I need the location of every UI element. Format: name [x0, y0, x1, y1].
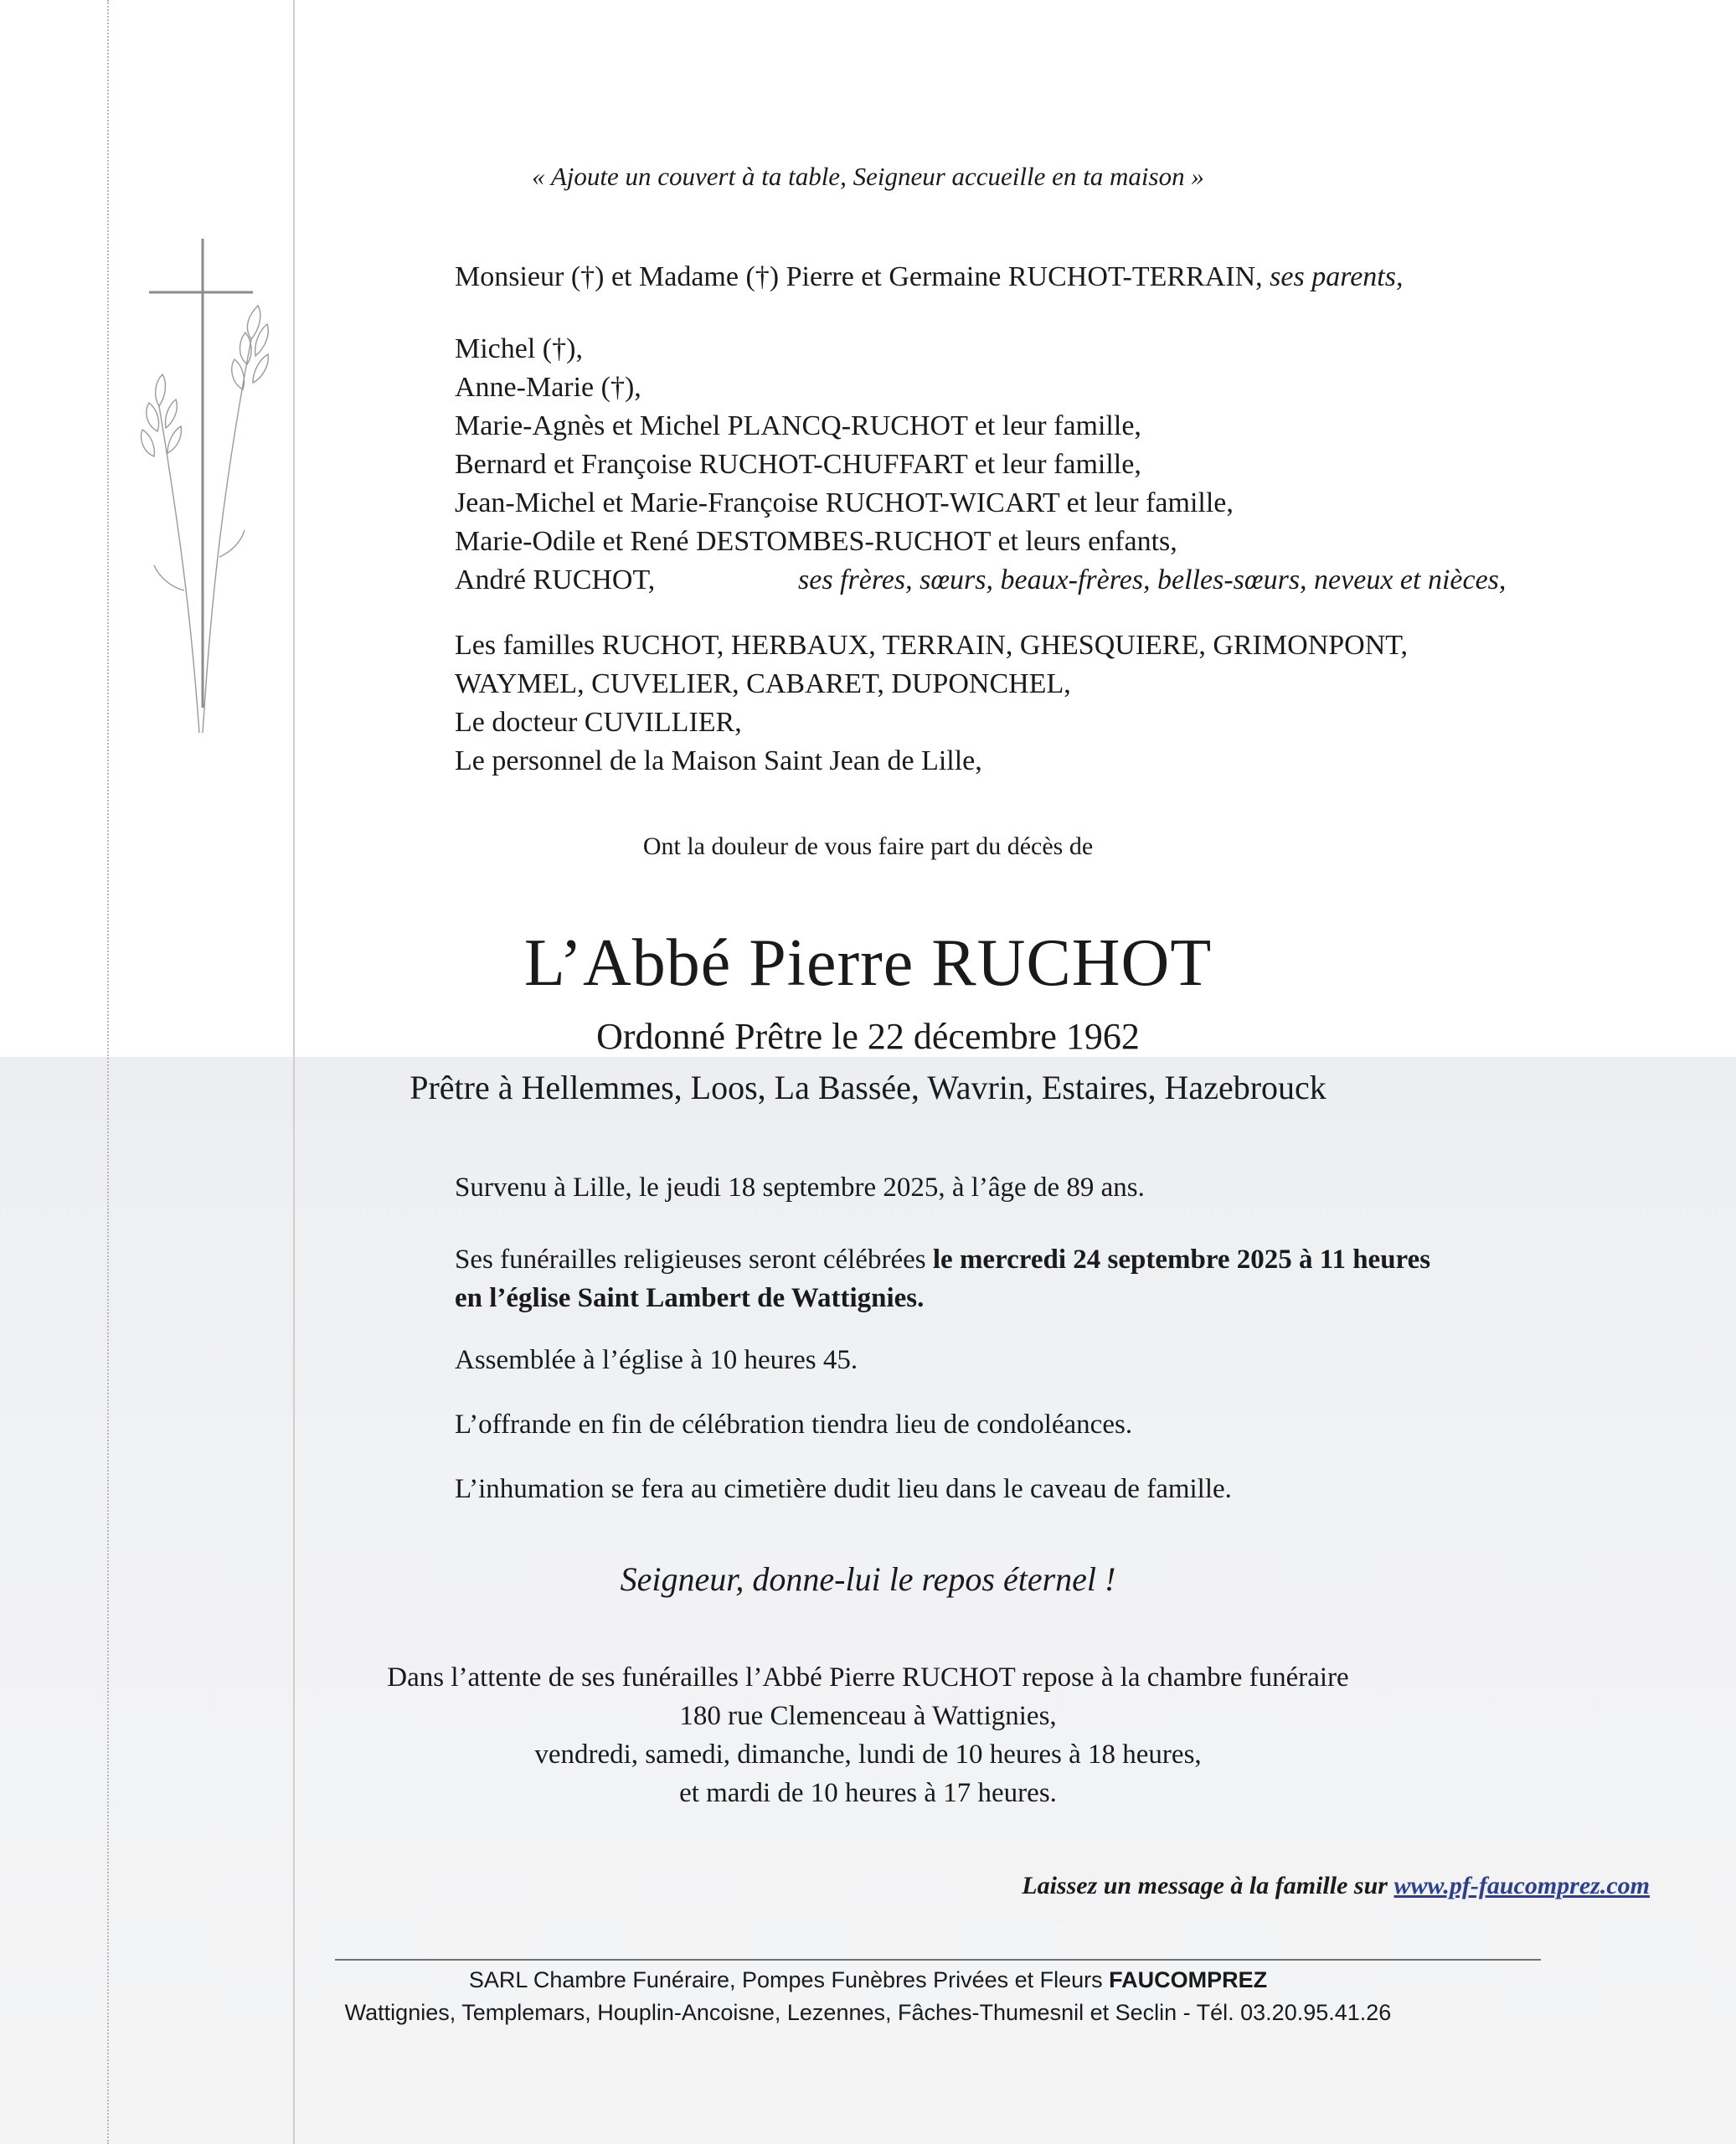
parishes-list: Prêtre à Hellemmes, Loos, La Bassée, Wavrin, Estaires, Hazebrouck — [410, 1069, 1326, 1106]
family-line: Les familles RUCHOT, HERBAUX, TERRAIN, GHESQUIERE, GRIMONPONT, — [455, 630, 1409, 661]
funeral-details — [455, 1241, 1430, 1318]
death-details: Survenu à Lille, le jeudi 18 septembre 2025, à l’âge de 89 ans. — [455, 1172, 1145, 1203]
opening-quote: « Ajoute un couvert à ta table, Seigneur accueille en ta maison » — [532, 162, 1204, 191]
message-prompt — [1022, 1872, 1650, 1900]
parents-section — [455, 258, 1403, 296]
sibling-line: Bernard et Françoise RUCHOT-CHUFFART et leur famille, — [455, 449, 1141, 480]
sibling-line: Marie-Odile et René DESTOMBES-RUCHOT et leurs enfants, — [455, 526, 1177, 557]
cross-bars — [149, 239, 253, 708]
parents-role: ses parents, — [1270, 261, 1404, 292]
funeral-prefix: Ses funérailles religieuses seront célébrées — [455, 1245, 933, 1275]
ordination-date: Ordonné Prêtre le 22 décembre 1962 — [596, 1016, 1140, 1057]
vigil-section — [0, 1658, 1736, 1812]
funeral-line-1 — [455, 1241, 1430, 1280]
vigil-line: Dans l’attente de ses funérailles l’Abbé Pierre RUCHOT repose à la chambre funéraire — [387, 1662, 1349, 1693]
siblings-role: ses frères, sœurs, beaux-frères, belles-sœurs, neveux et nièces, — [798, 564, 1507, 595]
deceased-name: L’Abbé Pierre RUCHOT — [523, 926, 1213, 1000]
family-line: WAYMEL, CUVELIER, CABARET, DUPONCHEL, — [455, 668, 1071, 699]
funeral-place: en l’église Saint Lambert de Wattignies. — [455, 1283, 925, 1313]
footer-divider — [335, 1959, 1541, 1961]
parents-line — [455, 258, 1403, 296]
footer-company — [0, 1967, 1736, 1993]
message-text: Laissez un message à la famille sur — [1022, 1872, 1394, 1899]
sibling-line: Jean-Michel et Marie-Françoise RUCHOT-WICART et leur famille, — [455, 487, 1234, 518]
cross-icon — [126, 239, 285, 733]
sibling-line-last — [455, 561, 1506, 600]
footer-company-prefix: SARL Chambre Funéraire, Pompes Funèbres Privées et Fleurs — [468, 1967, 1110, 1992]
sibling-name: André RUCHOT, — [455, 564, 656, 595]
burial-details: L’inhumation se fera au cimetière dudit lieu dans le caveau de famille. — [455, 1474, 1232, 1504]
footer-locations: Wattignies, Templemars, Houplin-Ancoisne, Lezennes, Fâches-Thumesnil et Seclin - Tél. 03.20.95.41.26 — [344, 2000, 1392, 2025]
footer-company-name: FAUCOMPREZ — [1109, 1967, 1268, 1992]
funeral-date: le mercredi 24 septembre 2025 à 11 heures — [932, 1245, 1431, 1275]
vigil-line: vendredi, samedi, dimanche, lundi de 10 heures à 18 heures, — [534, 1739, 1202, 1770]
parents-names: Monsieur (†) et Madame (†) Pierre et Germaine RUCHOT-TERRAIN, — [455, 261, 1270, 292]
family-line: Le personnel de la Maison Saint Jean de Lille, — [455, 745, 982, 776]
vigil-line: et mardi de 10 heures à 17 heures. — [679, 1778, 1057, 1808]
offering-details: L’offrande en fin de célébration tiendra lieu de condoléances. — [455, 1410, 1133, 1440]
sibling-line: Marie-Agnès et Michel PLANCQ-RUCHOT et leur famille, — [455, 410, 1141, 441]
wheat-icon — [142, 306, 269, 733]
assembly-details: Assemblée à l’église à 10 heures 45. — [455, 1345, 858, 1375]
website-link[interactable]: www.pf-faucomprez.com — [1393, 1872, 1650, 1899]
vigil-line: 180 rue Clemenceau à Wattignies, — [679, 1701, 1057, 1731]
closing-prayer: Seigneur, donne-lui le repos éternel ! — [620, 1560, 1116, 1598]
family-line: Le docteur CUVILLIER, — [455, 707, 742, 738]
siblings-section — [455, 330, 1506, 600]
announcement-intro: Ont la douleur de vous faire part du décès de — [642, 832, 1094, 860]
sibling-line: Michel (†), — [455, 333, 583, 364]
sibling-line: Anne-Marie (†), — [455, 372, 641, 403]
families-section — [455, 626, 1408, 781]
